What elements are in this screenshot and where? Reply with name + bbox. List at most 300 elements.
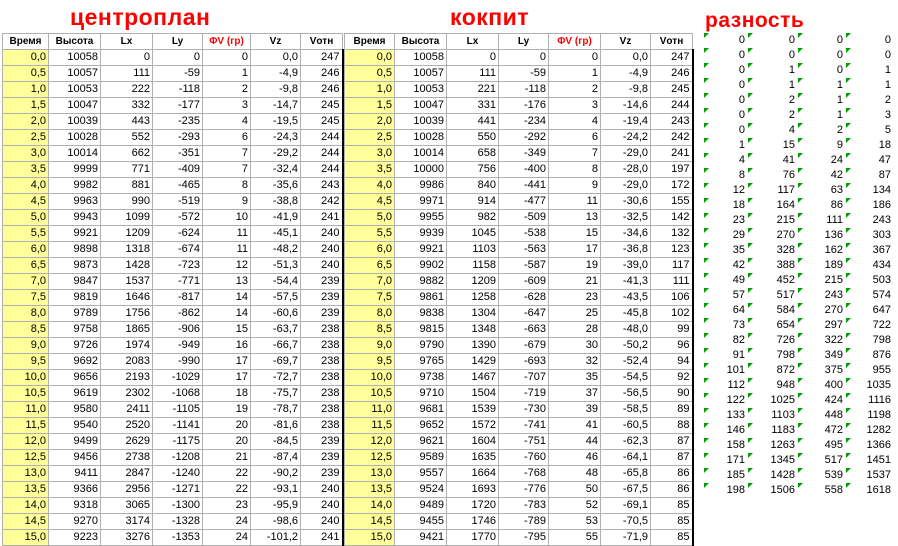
table-cell[interactable]: 242 bbox=[301, 194, 343, 210]
table-cell[interactable]: 46 bbox=[549, 450, 601, 466]
table-cell[interactable]: -949 bbox=[153, 338, 203, 354]
table-cell[interactable]: 10028 bbox=[395, 130, 447, 146]
table-cell[interactable]: 1045 bbox=[447, 226, 499, 242]
time-cell[interactable]: 9,0 bbox=[3, 338, 49, 354]
table-cell[interactable]: 238 bbox=[301, 354, 343, 370]
difference-cell[interactable] bbox=[797, 33, 845, 48]
time-cell[interactable]: 3,5 bbox=[345, 162, 395, 178]
table-cell[interactable]: 0 bbox=[101, 50, 153, 66]
table-cell[interactable]: 1720 bbox=[447, 498, 499, 514]
difference-cell[interactable] bbox=[845, 378, 893, 393]
time-cell[interactable]: 4,5 bbox=[345, 194, 395, 210]
table-cell[interactable]: 982 bbox=[447, 210, 499, 226]
difference-cell[interactable] bbox=[747, 198, 797, 213]
table-cell[interactable]: 443 bbox=[101, 114, 153, 130]
table-cell[interactable]: -477 bbox=[499, 194, 549, 210]
difference-cell[interactable] bbox=[703, 78, 747, 93]
difference-cell[interactable] bbox=[747, 438, 797, 453]
time-cell[interactable]: 12,5 bbox=[345, 450, 395, 466]
table-cell[interactable]: 238 bbox=[301, 322, 343, 338]
table-cell[interactable]: -465 bbox=[153, 178, 203, 194]
table-cell[interactable]: 9765 bbox=[395, 354, 447, 370]
table-cell[interactable]: 9456 bbox=[49, 450, 101, 466]
table-cell[interactable]: 17 bbox=[203, 370, 251, 386]
table-cell[interactable]: -293 bbox=[153, 130, 203, 146]
difference-cell[interactable] bbox=[797, 183, 845, 198]
difference-cell[interactable] bbox=[797, 228, 845, 243]
difference-cell[interactable] bbox=[747, 393, 797, 408]
difference-cell[interactable] bbox=[747, 123, 797, 138]
difference-cell[interactable] bbox=[703, 348, 747, 363]
table-cell[interactable]: 1539 bbox=[447, 402, 499, 418]
table-cell[interactable]: -29,2 bbox=[251, 146, 301, 162]
table-cell[interactable]: 9 bbox=[549, 178, 601, 194]
table-cell[interactable]: 1693 bbox=[447, 482, 499, 498]
table-cell[interactable]: 2 bbox=[203, 82, 251, 98]
table-cell[interactable]: -628 bbox=[499, 290, 549, 306]
table-cell[interactable]: -587 bbox=[499, 258, 549, 274]
time-cell[interactable]: 11,5 bbox=[3, 418, 49, 434]
difference-cell[interactable] bbox=[703, 288, 747, 303]
table-cell[interactable]: -28,0 bbox=[601, 162, 651, 178]
time-cell[interactable]: 12,0 bbox=[3, 434, 49, 450]
table-cell[interactable]: -768 bbox=[499, 466, 549, 482]
table-cell[interactable]: 990 bbox=[101, 194, 153, 210]
table-cell[interactable]: 48 bbox=[549, 466, 601, 482]
column-header[interactable]: ΦV (гр) bbox=[549, 34, 601, 50]
difference-cell[interactable] bbox=[797, 363, 845, 378]
difference-cell[interactable] bbox=[797, 153, 845, 168]
table-cell[interactable]: -1105 bbox=[153, 402, 203, 418]
difference-cell[interactable] bbox=[703, 468, 747, 483]
difference-cell[interactable] bbox=[703, 258, 747, 273]
table-cell[interactable]: 8 bbox=[549, 162, 601, 178]
table-cell[interactable]: -349 bbox=[499, 146, 549, 162]
table-cell[interactable]: -36,8 bbox=[601, 242, 651, 258]
table-cell[interactable]: 24 bbox=[203, 530, 251, 546]
table-cell[interactable]: 9955 bbox=[395, 210, 447, 226]
table-cell[interactable]: 441 bbox=[447, 114, 499, 130]
table-cell[interactable]: 1646 bbox=[101, 290, 153, 306]
table-cell[interactable]: 9758 bbox=[49, 322, 101, 338]
table-cell[interactable]: -719 bbox=[499, 386, 549, 402]
difference-cell[interactable] bbox=[845, 123, 893, 138]
difference-cell[interactable] bbox=[747, 213, 797, 228]
difference-cell[interactable] bbox=[703, 378, 747, 393]
time-cell[interactable]: 0,0 bbox=[3, 50, 49, 66]
difference-cell[interactable] bbox=[845, 318, 893, 333]
difference-cell[interactable] bbox=[797, 168, 845, 183]
time-cell[interactable]: 11,0 bbox=[345, 402, 395, 418]
table-cell[interactable]: 41 bbox=[549, 418, 601, 434]
table-cell[interactable]: 88 bbox=[651, 418, 693, 434]
difference-cell[interactable] bbox=[797, 108, 845, 123]
table-cell[interactable]: 6 bbox=[549, 130, 601, 146]
difference-cell[interactable] bbox=[747, 453, 797, 468]
table-cell[interactable]: 85 bbox=[651, 498, 693, 514]
time-cell[interactable]: 13,0 bbox=[345, 466, 395, 482]
table-cell[interactable]: 9898 bbox=[49, 242, 101, 258]
difference-cell[interactable] bbox=[845, 288, 893, 303]
table-cell[interactable]: -795 bbox=[499, 530, 549, 546]
difference-cell[interactable] bbox=[747, 258, 797, 273]
table-cell[interactable]: 17 bbox=[549, 242, 601, 258]
table-cell[interactable]: 1390 bbox=[447, 338, 499, 354]
difference-cell[interactable] bbox=[797, 348, 845, 363]
table-cell[interactable]: 9580 bbox=[49, 402, 101, 418]
table-cell[interactable]: 18 bbox=[203, 386, 251, 402]
time-cell[interactable]: 1,5 bbox=[3, 98, 49, 114]
table-cell[interactable]: -789 bbox=[499, 514, 549, 530]
table-cell[interactable]: 239 bbox=[301, 306, 343, 322]
table-cell[interactable]: 7 bbox=[203, 146, 251, 162]
table-cell[interactable]: -679 bbox=[499, 338, 549, 354]
table-cell[interactable]: 240 bbox=[301, 514, 343, 530]
time-cell[interactable]: 3,0 bbox=[345, 146, 395, 162]
difference-cell[interactable] bbox=[747, 153, 797, 168]
difference-cell[interactable] bbox=[703, 108, 747, 123]
table-cell[interactable]: 240 bbox=[301, 242, 343, 258]
table-cell[interactable]: 1258 bbox=[447, 290, 499, 306]
table-cell[interactable]: -90,2 bbox=[251, 466, 301, 482]
time-cell[interactable]: 5,0 bbox=[345, 210, 395, 226]
table-cell[interactable]: 9999 bbox=[49, 162, 101, 178]
table-cell[interactable]: 102 bbox=[651, 306, 693, 322]
table-cell[interactable]: 10047 bbox=[49, 98, 101, 114]
difference-cell[interactable] bbox=[845, 258, 893, 273]
table-cell[interactable]: -751 bbox=[499, 434, 549, 450]
difference-cell[interactable] bbox=[747, 273, 797, 288]
table-cell[interactable]: 9656 bbox=[49, 370, 101, 386]
table-cell[interactable]: 20 bbox=[203, 434, 251, 450]
table-cell[interactable]: 92 bbox=[651, 370, 693, 386]
table-cell[interactable]: -235 bbox=[153, 114, 203, 130]
table-cell[interactable]: 2956 bbox=[101, 482, 153, 498]
table-cell[interactable]: 1428 bbox=[101, 258, 153, 274]
time-cell[interactable]: 14,0 bbox=[345, 498, 395, 514]
difference-cell[interactable] bbox=[797, 63, 845, 78]
table-cell[interactable]: 9819 bbox=[49, 290, 101, 306]
table-cell[interactable]: 238 bbox=[301, 386, 343, 402]
table-cell[interactable]: 240 bbox=[301, 498, 343, 514]
table-cell[interactable]: 9589 bbox=[395, 450, 447, 466]
table-cell[interactable]: 13 bbox=[203, 274, 251, 290]
table-cell[interactable]: 1974 bbox=[101, 338, 153, 354]
table-cell[interactable]: 87 bbox=[651, 434, 693, 450]
table-cell[interactable]: 246 bbox=[651, 66, 693, 82]
table-cell[interactable]: 10053 bbox=[395, 82, 447, 98]
table-cell[interactable]: 197 bbox=[651, 162, 693, 178]
table-cell[interactable]: 239 bbox=[301, 274, 343, 290]
difference-cell[interactable] bbox=[845, 108, 893, 123]
table-cell[interactable]: 2847 bbox=[101, 466, 153, 482]
table-cell[interactable]: 246 bbox=[301, 82, 343, 98]
table-cell[interactable]: 35 bbox=[549, 370, 601, 386]
table-cell[interactable]: -9,8 bbox=[601, 82, 651, 98]
column-header[interactable]: Высота bbox=[49, 34, 101, 50]
difference-cell[interactable] bbox=[845, 168, 893, 183]
difference-cell[interactable] bbox=[845, 303, 893, 318]
table-cell[interactable]: 241 bbox=[301, 530, 343, 546]
table-cell[interactable]: 142 bbox=[651, 210, 693, 226]
table-cell[interactable]: 9789 bbox=[49, 306, 101, 322]
table-cell[interactable]: 1 bbox=[203, 66, 251, 82]
time-cell[interactable]: 10,5 bbox=[3, 386, 49, 402]
table-cell[interactable]: 1572 bbox=[447, 418, 499, 434]
table-cell[interactable]: 10028 bbox=[49, 130, 101, 146]
table-cell[interactable]: 9738 bbox=[395, 370, 447, 386]
table-cell[interactable]: -24,2 bbox=[601, 130, 651, 146]
table-cell[interactable]: -52,4 bbox=[601, 354, 651, 370]
table-cell[interactable]: 240 bbox=[301, 258, 343, 274]
table-cell[interactable]: 10039 bbox=[49, 114, 101, 130]
table-cell[interactable]: 0 bbox=[203, 50, 251, 66]
difference-cell[interactable] bbox=[703, 213, 747, 228]
difference-cell[interactable] bbox=[845, 198, 893, 213]
table-cell[interactable]: 1635 bbox=[447, 450, 499, 466]
table-cell[interactable]: 9861 bbox=[395, 290, 447, 306]
table-cell[interactable]: 9882 bbox=[395, 274, 447, 290]
difference-cell[interactable] bbox=[845, 243, 893, 258]
table-cell[interactable]: -177 bbox=[153, 98, 203, 114]
time-cell[interactable]: 14,5 bbox=[3, 514, 49, 530]
table-cell[interactable]: 1209 bbox=[101, 226, 153, 242]
table-cell[interactable]: -30,6 bbox=[601, 194, 651, 210]
table-cell[interactable]: -48,2 bbox=[251, 242, 301, 258]
table-cell[interactable]: -862 bbox=[153, 306, 203, 322]
table-cell[interactable]: -234 bbox=[499, 114, 549, 130]
table-cell[interactable]: -69,1 bbox=[601, 498, 651, 514]
difference-cell[interactable] bbox=[797, 273, 845, 288]
table-cell[interactable]: -56,5 bbox=[601, 386, 651, 402]
table-cell[interactable]: 1504 bbox=[447, 386, 499, 402]
time-cell[interactable]: 11,5 bbox=[345, 418, 395, 434]
table-cell[interactable]: 9455 bbox=[395, 514, 447, 530]
table-cell[interactable]: 9524 bbox=[395, 482, 447, 498]
table-cell[interactable]: 15 bbox=[203, 322, 251, 338]
table-cell[interactable]: 1664 bbox=[447, 466, 499, 482]
table-cell[interactable]: -176 bbox=[499, 98, 549, 114]
table-cell[interactable]: -66,7 bbox=[251, 338, 301, 354]
table-cell[interactable]: -4,9 bbox=[601, 66, 651, 82]
time-cell[interactable]: 7,5 bbox=[345, 290, 395, 306]
table-cell[interactable]: 19 bbox=[549, 258, 601, 274]
table-cell[interactable]: -1240 bbox=[153, 466, 203, 482]
difference-cell[interactable] bbox=[747, 318, 797, 333]
table-cell[interactable]: -81,6 bbox=[251, 418, 301, 434]
difference-cell[interactable] bbox=[797, 213, 845, 228]
table-cell[interactable]: -51,3 bbox=[251, 258, 301, 274]
table-cell[interactable]: 106 bbox=[651, 290, 693, 306]
time-cell[interactable]: 0,5 bbox=[345, 66, 395, 82]
table-cell[interactable]: 9815 bbox=[395, 322, 447, 338]
table-cell[interactable]: -663 bbox=[499, 322, 549, 338]
column-header[interactable]: Время bbox=[345, 34, 395, 50]
table-cell[interactable]: 2411 bbox=[101, 402, 153, 418]
table-cell[interactable]: 246 bbox=[301, 66, 343, 82]
table-cell[interactable]: -70,5 bbox=[601, 514, 651, 530]
table-cell[interactable]: 3276 bbox=[101, 530, 153, 546]
table-cell[interactable]: 44 bbox=[549, 434, 601, 450]
table-cell[interactable]: -60,5 bbox=[601, 418, 651, 434]
difference-cell[interactable] bbox=[747, 303, 797, 318]
difference-cell[interactable] bbox=[845, 393, 893, 408]
difference-cell[interactable] bbox=[703, 243, 747, 258]
table-cell[interactable]: 1770 bbox=[447, 530, 499, 546]
table-cell[interactable]: 2193 bbox=[101, 370, 153, 386]
difference-cell[interactable] bbox=[703, 318, 747, 333]
table-cell[interactable]: -101,2 bbox=[251, 530, 301, 546]
time-cell[interactable]: 8,5 bbox=[3, 322, 49, 338]
difference-cell[interactable] bbox=[703, 228, 747, 243]
difference-cell[interactable] bbox=[703, 153, 747, 168]
table-cell[interactable]: 0 bbox=[549, 50, 601, 66]
difference-cell[interactable] bbox=[747, 228, 797, 243]
table-cell[interactable]: 9971 bbox=[395, 194, 447, 210]
table-cell[interactable]: 52 bbox=[549, 498, 601, 514]
table-cell[interactable]: 239 bbox=[301, 290, 343, 306]
table-cell[interactable]: 881 bbox=[101, 178, 153, 194]
time-cell[interactable]: 1,0 bbox=[3, 82, 49, 98]
table-cell[interactable]: 9557 bbox=[395, 466, 447, 482]
difference-cell[interactable] bbox=[747, 168, 797, 183]
table-cell[interactable]: -1068 bbox=[153, 386, 203, 402]
difference-cell[interactable] bbox=[703, 63, 747, 78]
table-cell[interactable]: 15 bbox=[549, 226, 601, 242]
time-cell[interactable]: 9,5 bbox=[3, 354, 49, 370]
table-cell[interactable]: 9986 bbox=[395, 178, 447, 194]
table-cell[interactable]: -707 bbox=[499, 370, 549, 386]
table-cell[interactable]: 9223 bbox=[49, 530, 101, 546]
table-cell[interactable]: 244 bbox=[301, 146, 343, 162]
table-cell[interactable]: -14,6 bbox=[601, 98, 651, 114]
time-cell[interactable]: 7,5 bbox=[3, 290, 49, 306]
table-cell[interactable]: 86 bbox=[651, 482, 693, 498]
column-header[interactable]: Vотн bbox=[651, 34, 693, 50]
table-cell[interactable]: 30 bbox=[549, 338, 601, 354]
difference-cell[interactable] bbox=[703, 393, 747, 408]
table-cell[interactable]: 9838 bbox=[395, 306, 447, 322]
table-cell[interactable]: 9921 bbox=[49, 226, 101, 242]
table-cell[interactable]: 1 bbox=[549, 66, 601, 82]
table-cell[interactable]: -41,3 bbox=[601, 274, 651, 290]
table-cell[interactable]: 11 bbox=[549, 194, 601, 210]
table-cell[interactable]: 11 bbox=[203, 242, 251, 258]
table-cell[interactable]: -990 bbox=[153, 354, 203, 370]
table-cell[interactable]: -292 bbox=[499, 130, 549, 146]
table-cell[interactable]: 7 bbox=[549, 146, 601, 162]
difference-cell[interactable] bbox=[797, 303, 845, 318]
table-cell[interactable]: 3 bbox=[549, 98, 601, 114]
table-cell[interactable]: 94 bbox=[651, 354, 693, 370]
table-cell[interactable]: 222 bbox=[101, 82, 153, 98]
table-cell[interactable]: 0,0 bbox=[251, 50, 301, 66]
table-cell[interactable]: 0 bbox=[447, 50, 499, 66]
table-cell[interactable]: 1467 bbox=[447, 370, 499, 386]
time-cell[interactable]: 7,0 bbox=[3, 274, 49, 290]
table-cell[interactable]: -87,4 bbox=[251, 450, 301, 466]
time-cell[interactable]: 9,5 bbox=[345, 354, 395, 370]
table-cell[interactable]: 3 bbox=[203, 98, 251, 114]
table-cell[interactable]: -647 bbox=[499, 306, 549, 322]
difference-cell[interactable] bbox=[797, 198, 845, 213]
time-cell[interactable]: 5,5 bbox=[3, 226, 49, 242]
table-cell[interactable]: -817 bbox=[153, 290, 203, 306]
table-cell[interactable]: -771 bbox=[153, 274, 203, 290]
time-cell[interactable]: 10,0 bbox=[3, 370, 49, 386]
difference-cell[interactable] bbox=[845, 33, 893, 48]
table-cell[interactable]: -62,3 bbox=[601, 434, 651, 450]
table-cell[interactable]: 9710 bbox=[395, 386, 447, 402]
difference-cell[interactable] bbox=[845, 153, 893, 168]
table-cell[interactable]: -95,9 bbox=[251, 498, 301, 514]
table-cell[interactable]: 55 bbox=[549, 530, 601, 546]
table-cell[interactable]: -1300 bbox=[153, 498, 203, 514]
column-header[interactable]: Vz bbox=[601, 34, 651, 50]
time-cell[interactable]: 12,0 bbox=[345, 434, 395, 450]
time-cell[interactable]: 11,0 bbox=[3, 402, 49, 418]
table-cell[interactable]: 9982 bbox=[49, 178, 101, 194]
difference-cell[interactable] bbox=[845, 483, 893, 498]
table-cell[interactable]: -730 bbox=[499, 402, 549, 418]
table-cell[interactable]: 117 bbox=[651, 258, 693, 274]
difference-cell[interactable] bbox=[845, 273, 893, 288]
table-cell[interactable]: 22 bbox=[203, 466, 251, 482]
difference-cell[interactable] bbox=[703, 138, 747, 153]
difference-cell[interactable] bbox=[703, 183, 747, 198]
difference-cell[interactable] bbox=[797, 408, 845, 423]
table-cell[interactable]: -98,6 bbox=[251, 514, 301, 530]
table-cell[interactable]: 10058 bbox=[395, 50, 447, 66]
table-cell[interactable]: -519 bbox=[153, 194, 203, 210]
table-cell[interactable]: 19 bbox=[203, 402, 251, 418]
table-cell[interactable]: 39 bbox=[549, 402, 601, 418]
difference-cell[interactable] bbox=[747, 48, 797, 63]
table-cell[interactable]: 85 bbox=[651, 514, 693, 530]
table-cell[interactable]: -32,5 bbox=[601, 210, 651, 226]
column-header[interactable]: Ly bbox=[499, 34, 549, 50]
table-cell[interactable]: -14,7 bbox=[251, 98, 301, 114]
table-cell[interactable]: -409 bbox=[153, 162, 203, 178]
table-cell[interactable]: 23 bbox=[203, 498, 251, 514]
table-cell[interactable]: 111 bbox=[447, 66, 499, 82]
difference-cell[interactable] bbox=[797, 453, 845, 468]
difference-cell[interactable] bbox=[703, 48, 747, 63]
time-cell[interactable]: 5,0 bbox=[3, 210, 49, 226]
table-cell[interactable]: -693 bbox=[499, 354, 549, 370]
table-cell[interactable]: -19,4 bbox=[601, 114, 651, 130]
time-cell[interactable]: 9,0 bbox=[345, 338, 395, 354]
table-cell[interactable]: 1318 bbox=[101, 242, 153, 258]
time-cell[interactable]: 0,5 bbox=[3, 66, 49, 82]
table-cell[interactable]: 9921 bbox=[395, 242, 447, 258]
table-cell[interactable]: 756 bbox=[447, 162, 499, 178]
difference-cell[interactable] bbox=[845, 78, 893, 93]
difference-cell[interactable] bbox=[703, 453, 747, 468]
table-cell[interactable]: 9963 bbox=[49, 194, 101, 210]
difference-cell[interactable] bbox=[703, 33, 747, 48]
table-cell[interactable]: -57,5 bbox=[251, 290, 301, 306]
table-cell[interactable]: 238 bbox=[301, 370, 343, 386]
difference-cell[interactable] bbox=[797, 288, 845, 303]
table-cell[interactable]: 53 bbox=[549, 514, 601, 530]
difference-cell[interactable] bbox=[845, 333, 893, 348]
difference-cell[interactable] bbox=[747, 468, 797, 483]
difference-cell[interactable] bbox=[845, 363, 893, 378]
table-cell[interactable]: 9411 bbox=[49, 466, 101, 482]
table-cell[interactable]: -78,7 bbox=[251, 402, 301, 418]
table-cell[interactable]: 87 bbox=[651, 450, 693, 466]
